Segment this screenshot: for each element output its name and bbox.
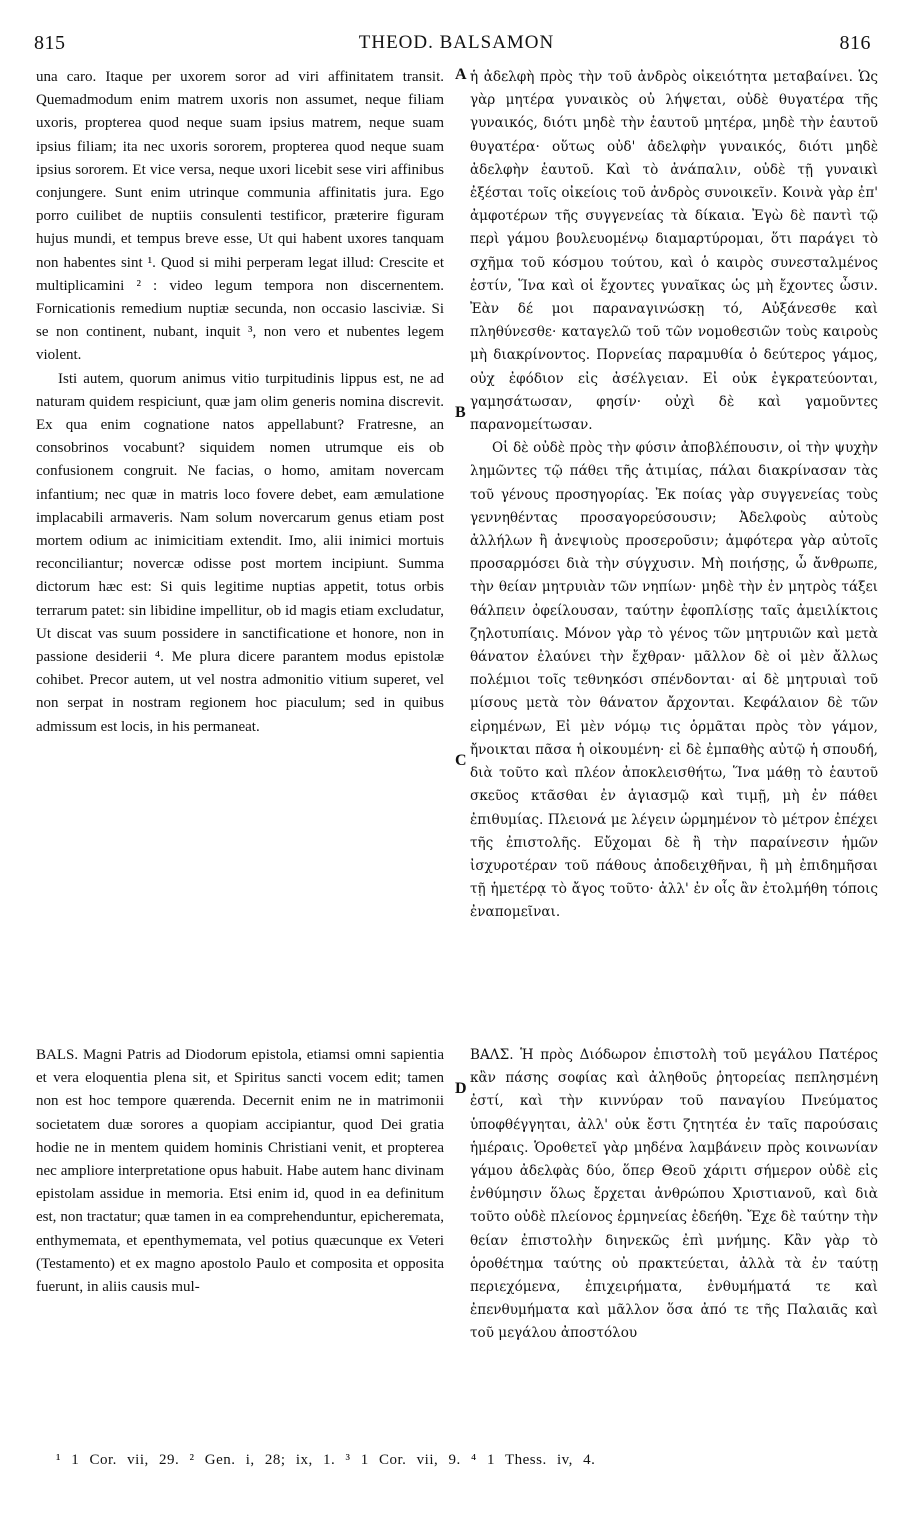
greek-column-bottom — [470, 1044, 878, 1346]
section-marker-c: C — [455, 752, 467, 769]
page-number-left: 815 — [34, 32, 66, 54]
section-marker-d: D — [455, 1080, 467, 1097]
latin-column-bottom — [36, 1044, 444, 1299]
greek-paragraph: Οἱ δὲ οὐδὲ πρὸς τὴν φύσιν ἀποβλέπουσιν, οἱ τὴν ψυχὴν λημῶντες τῷ πάθει τῆς ἀτιμίας, πάλαι διακρίνασαν τὰς τοῦ γένους προσηγορίας. Ἐκ ποίας γὰρ συγγενείας τοὺς γεννηθέντας προσαγορεύσουσιν; Ἀδελφοὺς αὐτοὺς ἀλλήλων ἢ ἀνεψιοὺς προσεροῦσιν; ἀμφότερα γὰρ αὐτοῖς προσαρμόσει διὰ τὴν σύγχυσιν. Μὴ ποιήσῃς, ὦ ἄνθρωπε, τὴν θείαν μητρυιὰν τῶν νηπίων· μηδὲ τὴν ἐν μητρὸς τάξει θάλπειν ὀφείλουσαν, ταύτην ἐφοπλίσῃς ταῖς ἀμειλίκτοις ζηλοτυπίαις. Μόνον γὰρ τὸ γένος τῶν μητρυιῶν καὶ μετὰ θάνατον ἐλαύνει τὴν ἔχθραν· μᾶλλον δὲ οἱ μὲν ἄλλως πολέμιοι τοῖς τεθνηκόσι σπένδονται· αἱ δὲ μητρυιαὶ τοῦ μίσους μετὰ τὸν θάνατον ἄρχονται. Κεφάλαιον δὲ τῶν εἰρημένων, Εἰ μὲν νόμῳ τις ὁρμᾶται πρὸς τὸν γάμον, ἤνοικται πᾶσα ἡ οἰκουμένη· εἰ δὲ ἐμπαθὴς αὐτῷ ἡ σπουδή, διὰ τοῦτο καὶ πλέον ἀποκλεισθήτω, Ἵνα μάθῃ τὸ ἑαυτοῦ σκεῦος κτᾶσθαι ἐν ἁγιασμῷ καὶ τιμῇ, μὴ ἐν πάθει ἐπιθυμίας. Πλειονά με λέγειν ὡρμημένον τὸ μέτρον ἐπέχει τῆς ἐπιστολῆς. Εὔχομαι δὲ ἢ τὴν παραίνεσιν ἡμῶν ἰσχυροτέραν τοῦ πάθους ἀποδειχθῆναι, ἢ μὴ ἐπιδημῆσαι τῇ ἡμετέρᾳ τὸ ἄγος τοῦτο· ἀλλ' ἐν οἷς ἂν ἐτολμήθη τόποις ἐναπομεῖναι. — [470, 440, 878, 921]
latin-paragraph: Isti autem, quorum animus vitio turpitudinis lippus est, ne ad naturam quidem respiciunt, quæ jam olim generis nomina discrevit. Ex qua enim cognatione natos appellabunt? Fratresne, an consobrinos vocabunt? siquidem nomen utrumque eis ob confusionem congruit. Ne facias, o homo, amitam novercam infantium; nec quæ in matris loco fovere debet, eam æmulatione implacabili armaveris. Nam solum novercarum genus etiam post mortem odium ac inimicitiam extendit. Imo, alii inimici mortuis reconciliantur; novercæ odisse post mortem incipiunt. Summa dictorum hæc est: Si quis legitime nuptias appetit, totus orbis terrarum patet: sin libidine impellitur, ob id magis etiam excludatur, Ut discat vas suum possidere in sanctificatione et honore, non in passione desiderii ⁴. Me plura dicere parantem modus epistolæ cohibet. Precor autem, ut vel nostra admonitio vitium superet, vel non serpat in nostram regionem hoc piaculum; sed in quibus admissum est locis, in his permaneat. — [36, 370, 444, 735]
latin-paragraph: BALS. Magni Patris ad Diodorum epistola, etiamsi omni sapientia et vera eloquentia plena sit, et Spiritus sancti vocem edit; tamen non est hoc tempore quærenda. Decernit enim ne in matrimonii societatem duæ sorores a quopiam accipiantur, quod Dei gratia hodie ne in mentem quidem hominis Christiani venit, et propterea nec ampliore interpretatione opus habuit. Habe autem hanc divinam epistolam assidue in memoria. Etsi enim id, quod in ea definitum est, non tractatur; quæ tamen in ea comprehenduntur, epicheremata, enthymemata, et epenthymemata, vel potius quæcunque ex Veteri (Testamento) et ex magno apostolo Paulo et composita et opposita fuerunt, in aliis causis mul- — [36, 1047, 444, 1296]
page-number-right: 816 — [839, 32, 871, 54]
greek-column-top — [470, 66, 878, 925]
footnotes: ¹ 1 Cor. vii, 29. ² Gen. i, 28; ix, 1. ³ 1 Cor. vii, 9. ⁴ 1 Thess. iv, 4. — [56, 1452, 596, 1468]
running-title: THEOD. BALSAMON — [358, 32, 555, 53]
section-marker-a: A — [455, 66, 467, 83]
latin-column-top — [36, 66, 444, 739]
greek-paragraph: ἡ ἀδελφὴ πρὸς τὴν τοῦ ἀνδρὸς οἰκειότητα μεταβαίνει. Ὡς γὰρ μητέρα γυναικὸς οὐ λήψεται, οὐδὲ θυγατέρα τῆς γυναικός, διότι μηδὲ τὴν ἑαυτοῦ μητέρα, μηδὲ τὴν ἑαυτοῦ θυγατέρα· οὕτως οὐδ' ἀδελφὴν γυναικός, διότι μηδὲ ἀδελφὴν ἑαυτοῦ. Καὶ τὸ ἀνάπαλιν, οὐδὲ τῇ γυναικὶ ἐξέσται τοῖς οἰκείοις τοῦ ἀνδρὸς συνοικεῖν. Κοινὰ γὰρ ἐπ' ἀμφοτέρων τῆς συγγενείας τὰ δίκαια. Ἐγὼ δὲ παντὶ τῷ περὶ γάμου βουλευομένῳ διαμαρτύρομαι, ὅτι παράγει τὸ σχῆμα τοῦ κόσμου τούτου, καὶ ὁ καιρὸς συνεσταλμένος ἐστίν, Ἵνα καὶ οἱ ἔχοντες γυναῖκας ὡς μὴ ἔχοντες ὦσιν. Ἐὰν δέ μοι παραναγινώσκῃ τό, Αὐξάνεσθε καὶ πληθύνεσθε· καταγελῶ τοῦ τῶν νομοθεσιῶν τοὺς καιροὺς μὴ διακρίνοντος. Πορνείας παραμυθία ὁ δεύτερος γάμος, οὐχ ἐφόδιον εἰς ἀσέλγειαν. Εἰ οὐκ ἐγκρατεύονται, γαμησάτωσαν, φησίν· οὐχὶ δὲ καὶ γαμοῦντες παρανομείτωσαν. — [470, 69, 878, 434]
greek-paragraph: ΒΑΛΣ. Ἡ πρὸς Διόδωρον ἐπιστολὴ τοῦ μεγάλου Πατέρος κἂν πάσης σοφίας καὶ ἀληθοῦς ῥητορείας πεπλησμένη ἐστί, καὶ τὴν κιννύραν τοῦ παναγίου Πνεύματος ὑποφθέγγηται, ἀλλ' οὐκ ἔστι ζητητέα ἐν ταῖς παρούσαις ἡμέραις. Ὁροθετεῖ γὰρ μηδένα λαμβάνειν πρὸς κοινωνίαν γάμου ἀδελφὰς δύο, ὅπερ Θεοῦ χάριτι σήμερον οὐδὲ εἰς ἐνθύμησιν ὅλως ἔρχεται ἀνθρώπου Χριστιανοῦ, καὶ διὰ τοῦτο οὐδὲ πλείονος ἑρμηνείας ἐδεήθη. Ἔχε δὲ ταύτην τὴν θείαν ἐπιστολὴν διηνεκῶς ἐπὶ μνήμης. Κἂν γὰρ τὸ ὁροθέτημα ταύτης οὐ πρακτεύεται, ἀλλὰ τὰ ἐν ταύτῃ περιεχόμενα, ἐπιχειρήματα, ἐνθυμήματά τε καὶ ἐπενθυμήματα καὶ μᾶλλον ὅσα ἀπό τε τῆς Παλαιᾶς καὶ τοῦ μεγάλου ἀποστόλου — [470, 1047, 878, 1342]
section-marker-b: B — [455, 404, 466, 421]
latin-paragraph: una caro. Itaque per uxorem soror ad viri affinitatem transit. Quemadmodum enim matrem uxoris non assumet, neque filiam uxoris, propterea quod neque suam ipsius matrem, neque suam ipsius filiam; ita nec uxoris sororem, propterea quod neque suam ipsius sororem. Et vice versa, neque uxori licebit sese viri affinibus conjungere. Sunt enim utrinque communia affinitatis jura. Ego porro cuilibet de nuptiis consulenti testificor, præterire figuram hujus mundi, et tempus breve esse, Ut qui habent uxores tanquam non habentes sint ¹. Quod si mihi perperam legat illud: Crescite et multiplicamini ² : video legum tempora non discernentem. Fornicationis remedium nuptiæ secunda, non occasio lasciviæ. Si se non continent, nubant, inquit ³, non vero et nubentes legem violent. — [36, 69, 444, 364]
